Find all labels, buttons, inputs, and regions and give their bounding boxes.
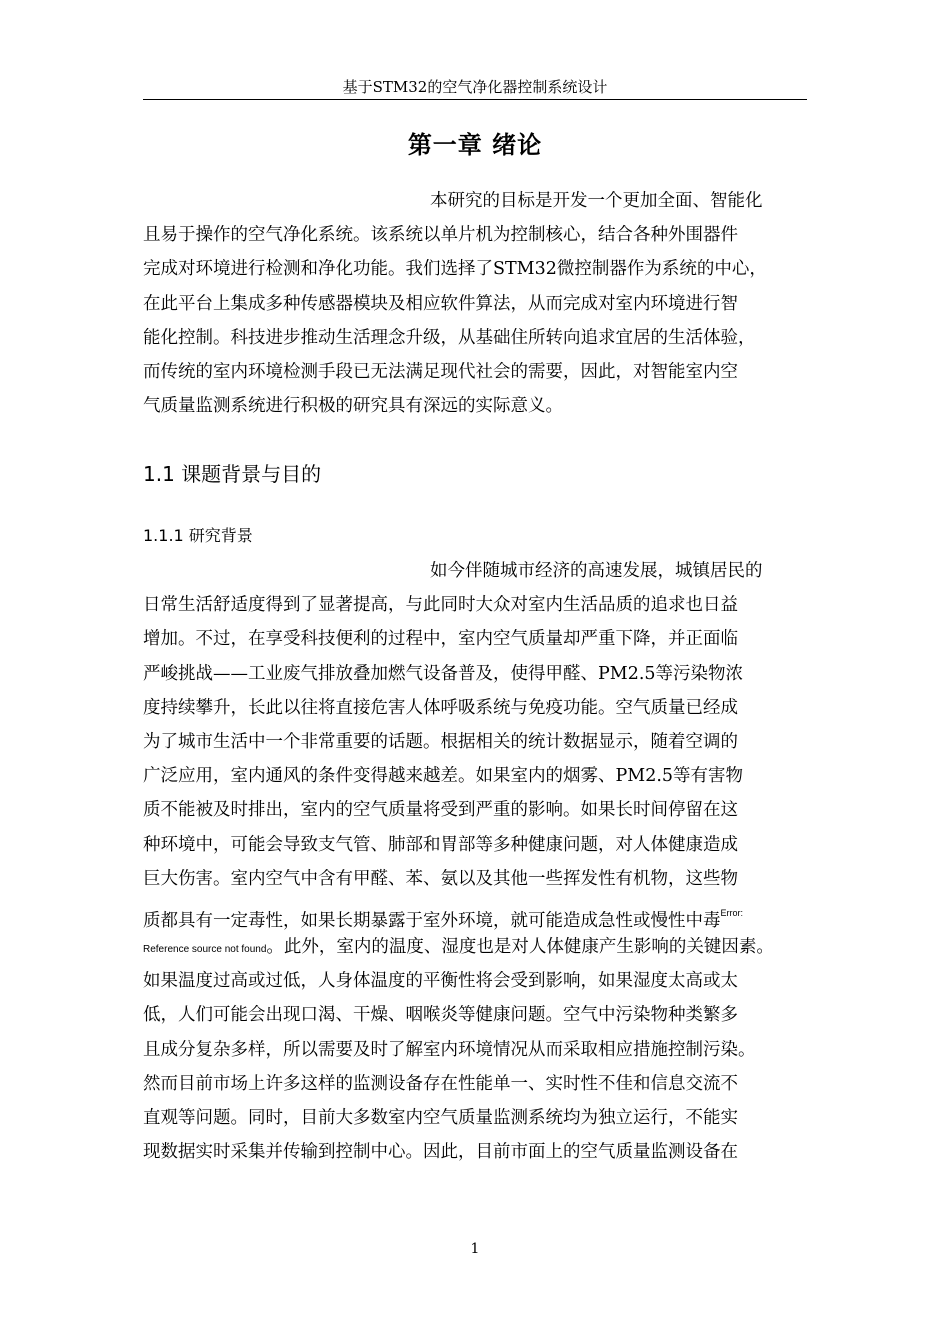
text-line: 气质量监测系统进行积极的研究具有深远的实际意义。 [143,396,563,417]
text-line: 广泛应用，室内通风的条件变得越来越差。如果室内的烟雾、PM2.5等有害物 [143,766,744,787]
text-line: 为了城市生活中一个非常重要的话题。根据相关的统计数据显示，随着空调的 [143,731,738,752]
text-line: 能化控制。科技进步推动生活理念升级，从基础住所转向追求宜居的生活体验， [143,327,756,348]
text-line: 本研究的目标是开发一个更加全面、智能化 [430,191,763,211]
text-line: 直观等问题。同时，目前大多数室内空气质量监测系统均为独立运行，不能实 [143,1108,738,1128]
subsection-heading: 1.1.1 研究背景 [143,526,253,545]
text-line: 严峻挑战——工业废气排放叠加燃气设备普及，使得甲醛、PM2.5等污染物浓 [143,663,744,684]
text-line: 种环境中，可能会导致支气管、肺部和胃部等多种健康问题，对人体健康造成 [143,834,738,855]
text-line [143,896,807,930]
chapter-title: 第一章 绪论 [407,131,543,159]
text-line: 度持续攀升，长此以往将直接危害人体呼吸系统与免疫功能。空气质量已经成 [143,697,738,718]
text-line: 质不能被及时排出，室内的空气质量将受到严重的影响。如果长时间停留在这 [143,800,738,821]
text-line: 现数据实时采集并传输到控制中心。因此，目前市面上的空气质量监测设备在 [143,1142,738,1163]
text-line: 而传统的室内环境检测手段已无法满足现代社会的需要，因此，对智能室内空 [143,361,738,382]
text-line: 且易于操作的空气净化系统。该系统以单片机为控制核心，结合各种外围器件 [143,225,738,246]
text-line: 且成分复杂多样，所以需要及时了解室内环境情况从而采取相应措施控制污染。 [143,1039,756,1060]
text-line: 日常生活舒适度得到了显著提高，与此同时大众对室内生活品质的追求也日益 [143,595,738,616]
error-reference-text: Reference source not found [143,944,267,956]
page-number: 1 [470,1241,480,1257]
text-line: 如果温度过高或过低，人身体温度的平衡性将会受到影响，如果湿度太高或太 [143,971,738,992]
background-paragraph [143,554,807,1169]
text-line: 在此平台上集成多种传感器模块及相应软件算法，从而完成对室内环境进行智 [143,293,738,314]
text-line: 增加。不过，在享受科技便利的过程中，室内空气质量却严重下降，并正面临 [143,629,738,650]
text-line: 低，人们可能会出现口渴、干燥、咽喉炎等健康问题。空气中污染物种类繁多 [143,1005,738,1026]
error-line-text: 质都具有一定毒性，如果长期暴露于室外环境，就可能造成急性或慢性中毒 [143,910,721,931]
text-line [143,930,807,964]
section-heading: 1.1 课题背景与目的 [143,462,322,486]
error-reference-sup: Error: [720,907,743,918]
text-line: 然而目前市场上许多这样的监测设备存在性能单一、实时性不佳和信息交流不 [143,1073,738,1094]
header-rule [143,99,807,100]
text-line: 巨大伤害。室内空气中含有甲醛、苯、氨以及其他一些挥发性有机物，这些物 [143,868,738,889]
intro-paragraph [143,184,807,423]
page-header: 基于STM32的空气净化器控制系统设计 [342,78,608,96]
text-line: 完成对环境进行检测和净化功能。我们选择了STM32微控制器作为系统的中心， [143,259,767,280]
text-line: 如今伴随城市经济的高速发展，城镇居民的 [430,561,763,581]
error-line-continuation: 。此外，室内的温度、湿度也是对人体健康产生影响的关键因素。 [266,937,774,958]
